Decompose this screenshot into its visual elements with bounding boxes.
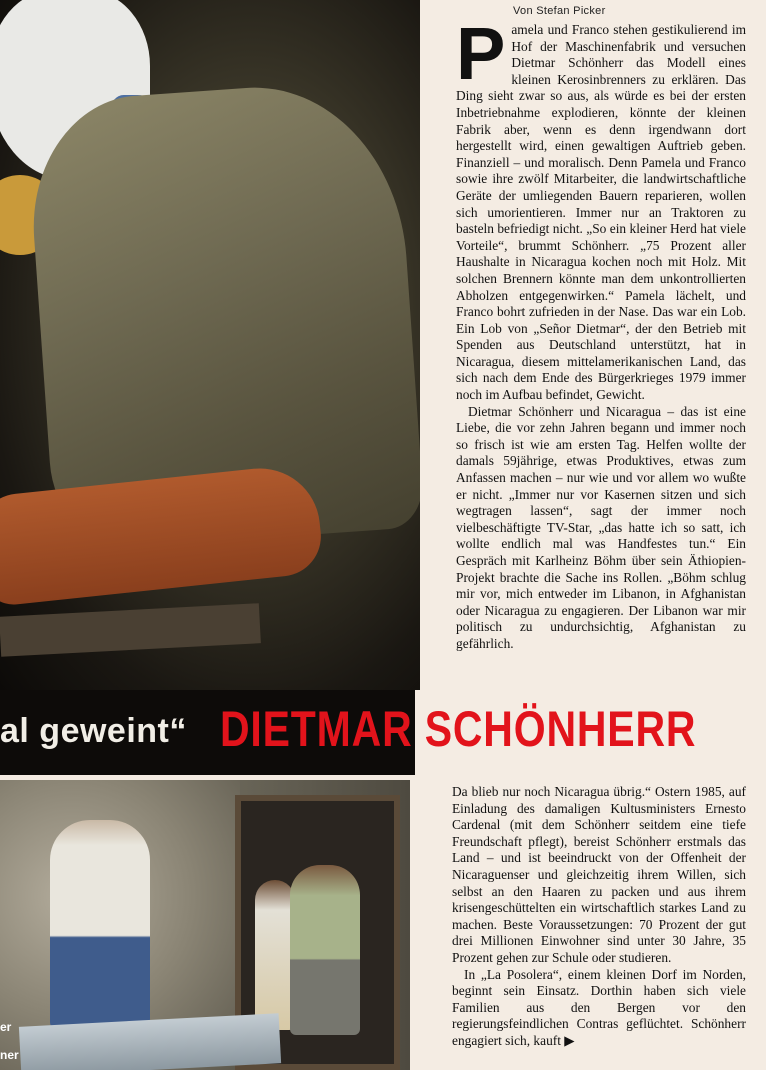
byline: Von Stefan Picker: [513, 5, 606, 17]
photo-worker-at-bench: [0, 0, 420, 690]
photo-workshop-men: [0, 780, 410, 1070]
photo-young-man-shape: [290, 865, 360, 1035]
headline-quote-fragment: al geweint“: [0, 712, 187, 750]
paragraph: Da blieb nur noch Nicaragua übrig.“ Ostern 1985, auf Einladung des damaligen Kultusministers Ernesto Cardenal (mit dem Schönherr seitdem eine tiefe Freundschaft pflegt), bereist Schönherr erstmals das Land – und ist beeindruckt von der Offenheit der Nicaraguenser und gleichzeitig ihrem Willen, sich selbst an den Haaren zu packen und aus ihrem krisengeschüttelten ein wirtschaftlich starkes Land zu machen. Beste Voraussetzungen: 70 Prozent der gut drei Millionen Einwohner sind unter 30 Jahre, 35 Prozent gehen zur Schule oder studieren.: [452, 784, 746, 965]
photo-arm-shape: [0, 463, 325, 608]
caption-fragment: er: [0, 1020, 12, 1034]
article-column-2: [452, 784, 746, 1050]
photo-child-shape: [255, 880, 295, 1030]
caption-fragment: ner: [0, 1048, 19, 1062]
photo-bench-shape: [0, 603, 261, 657]
headline-band: [0, 690, 766, 775]
paragraph: Dietmar Schönherr und Nicaragua – das ist eine Liebe, die vor zehn Jahren begann und immer noch so frisch ist wie am ersten Tag. Helfen wollte der damals 59jährige, etwas Produktives, etwas zum Anfassen machen – nur wie und vor allem wo wußte er nicht. „Immer nur vor Kasernen sitzen und sich wegtragen lassen“, sagt der immer noch vielbeschäftigte TV-Star, „das hatte ich so satt, ich wollte endlich mal was Handfestes tun.“ Ein Gespräch mit Karlheinz Böhm über sein Äthiopien-Projekt brachte die Sache ins Rollen. „Böhm schlug mir vor, mich entweder im Libanon, in Afghanistan oder Nicaragua zu engagieren. Der Libanon war mir politisch zu undurchsichtig, Afghanistan zu gefährlich.: [456, 403, 746, 651]
paragraph: amela und Franco stehen gestikulierend im Hof der Maschinenfabrik und versuchen Dietmar Schönherr das Modell eines kleinen Kerosinbrenners zu erklären. Das Ding sieht zwar so aus, als würde es bei der ersten Inbetriebnahme explodieren, könnte der kleinen Fabrik aber, wenn es denn irgendwann dort hergestellt wird, einen gewaltigen Auftrieb geben. Finanziell – und moralisch. Denn Pamela und Franco sowie ihre zwölf Mitarbeiter, die landwirtschaftliche Geräte der umliegenden Bauern reparieren, wollen sich umorientieren. Immer nur an Traktoren zu basteln befriedigt nicht. „So ein kleiner Herd hat viele Vorteile“, brummt Schönherr. „75 Prozent aller Haushalte in Nicaragua kochen noch mit Holz. Mit solchen Brennern könnte man dem unkontrollierten Abholzen entgegenwirken.“ Pamela lächelt, und Franco bohrt zufrieden in der Nase. Das war ein Lob. Ein Lob von „Señor Dietmar“, der den Betrieb mit Spenden aus Deutschland unterstützt, hat in Nicaragua, diesem mittelamerikanischen Land, das sich nach dem Ende des Bürgerkrieges 1979 immer noch im Aufbau befindet, Gewicht.: [456, 22, 746, 403]
drop-cap: P: [456, 12, 506, 95]
photo-older-man-shape: [50, 820, 150, 1030]
headline-name: DIETMAR SCHÖNHERR: [220, 701, 697, 757]
paragraph: In „La Posolera“, einem kleinen Dorf im Norden, beginnt sein Einsatz. Dorthin haben sich viele Familien aus den Bergen vor den regierungsfeindlichen Contras geflüchtet. Schönherr engagiert sich, kauft ▶: [452, 966, 746, 1048]
article-column-1: [456, 12, 746, 653]
